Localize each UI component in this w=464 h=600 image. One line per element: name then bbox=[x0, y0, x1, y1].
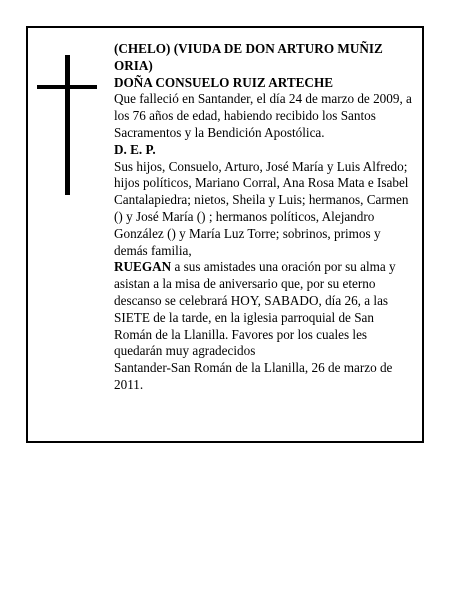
deceased-name: DOÑA CONSUELO RUIZ ARTECHE bbox=[114, 74, 334, 90]
request-text: a sus amistades una oración por su alma y asistan a la misa de aniversario que, por su eterno descanso se celebrará HOY, SABADO, día 26, a las SIETE de la tarde, en la iglesia parroquial de San Román de la Llanilla. Favores por los cuales les quedarán muy agradecidos bbox=[114, 259, 396, 359]
alias-line: (CHELO) (VIUDA DE DON ARTURO MUÑIZ ORIA) bbox=[114, 41, 383, 73]
cross-horizontal-bar bbox=[37, 85, 97, 89]
dep-label: D. E. P. bbox=[114, 141, 156, 157]
cross-vertical-bar bbox=[65, 55, 70, 195]
place-date: Santander-San Román de la Llanilla, 26 de marzo de 2011. bbox=[114, 360, 393, 392]
death-info: Que falleció en Santander, el día 24 de marzo de 2009, a los 76 años de edad, habiendo recibido los Santos Sacramentos y la Bendición Apostólica. bbox=[114, 91, 412, 140]
family-list: Sus hijos, Consuelo, Arturo, José María y Luis Alfredo; hijos políticos, Mariano Corral, Ana Rosa Mata e Isabel Cantalapiedra; nietos, Sheila y Luis; hermanos, Carmen () y José María () ; hermanos políticos, Alejandro González () y María Luz Torre; sobrinos, primos y demás familia, bbox=[114, 158, 409, 258]
request-paragraph bbox=[114, 259, 414, 360]
notice-text bbox=[114, 41, 414, 394]
request-label: RUEGAN bbox=[114, 259, 172, 275]
